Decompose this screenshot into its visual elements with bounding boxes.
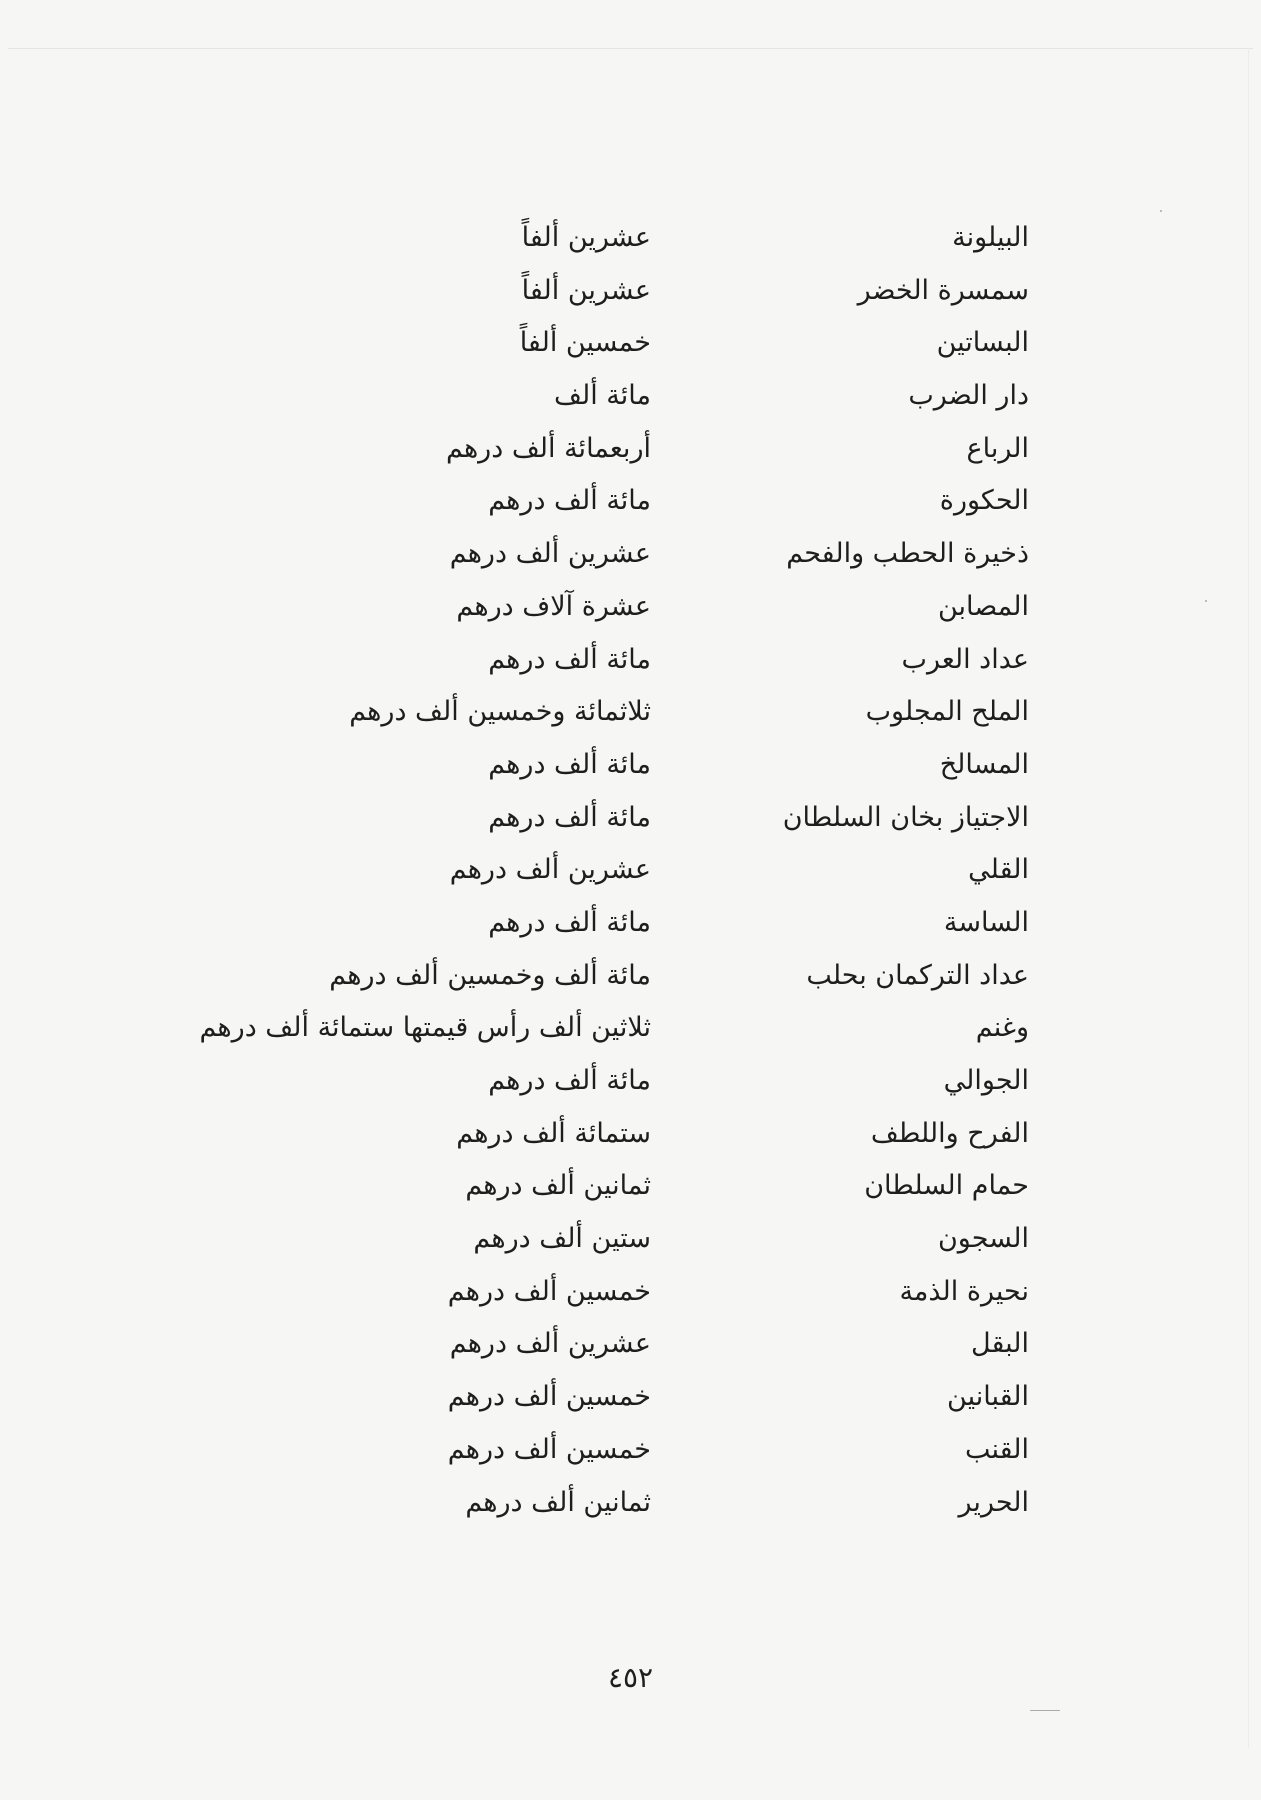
row-item: الحرير (958, 1486, 1029, 1518)
row-item: الساسة (943, 906, 1029, 938)
list-row (0, 1008, 1261, 1061)
row-amount: ثمانين ألف درهم (465, 1170, 651, 1202)
list-row (0, 534, 1261, 587)
list-row (0, 218, 1261, 271)
row-item: الفرح واللطف (870, 1117, 1029, 1149)
row-amount: مائة ألف درهم (488, 485, 651, 517)
list-row (0, 1377, 1261, 1430)
list-row (0, 1061, 1261, 1114)
page-top-edge (8, 48, 1253, 49)
list-row (0, 692, 1261, 745)
row-amount: عشرين ألف درهم (449, 1328, 651, 1360)
row-amount: عشرين ألفاً (521, 274, 651, 306)
row-item: سمسرة الخضر (857, 274, 1029, 306)
list-row (0, 323, 1261, 376)
row-item: عداد التركمان بحلب (806, 959, 1029, 991)
list-row (0, 271, 1261, 324)
row-item: المسالخ (939, 748, 1029, 780)
row-item: البيلونة (952, 222, 1029, 253)
row-item: الرباع (966, 432, 1029, 464)
row-amount: خمسين ألف درهم (447, 1381, 651, 1413)
row-item: الملح المجلوب (865, 696, 1029, 728)
row-amount: عشرين ألف درهم (449, 854, 651, 886)
row-item: القنب (964, 1433, 1029, 1465)
row-amount: مائة ألف درهم (488, 643, 651, 675)
row-item: القلي (968, 854, 1029, 886)
row-amount: خمسين ألفاً (519, 327, 651, 359)
list-row (0, 1272, 1261, 1325)
row-item: نحيرة الذمة (899, 1275, 1029, 1307)
row-amount: عشرة آلاف درهم (456, 590, 651, 622)
row-amount: عشرين ألف درهم (449, 538, 651, 570)
row-item: القبانين (947, 1381, 1029, 1413)
row-amount: ستين ألف درهم (473, 1223, 651, 1255)
row-amount: مائة ألف درهم (488, 748, 651, 780)
list-row (0, 1114, 1261, 1167)
list-row (0, 1430, 1261, 1483)
list-row (0, 850, 1261, 903)
row-item: ذخيرة الحطب والفحم (786, 538, 1029, 570)
row-item: السجون (937, 1223, 1029, 1255)
row-amount: خمسين ألف درهم (447, 1433, 651, 1465)
row-item: وغنم (975, 1012, 1029, 1044)
list-row (0, 903, 1261, 956)
row-amount: عشرين ألفاً (521, 222, 651, 253)
list-row (0, 1166, 1261, 1219)
row-amount: أربعمائة ألف درهم (445, 432, 651, 464)
list-row (0, 376, 1261, 429)
list-row (0, 640, 1261, 693)
row-item: حمام السلطان (864, 1170, 1029, 1202)
row-amount: ثمانين ألف درهم (465, 1486, 651, 1518)
row-amount: مائة ألف درهم (488, 906, 651, 938)
list-row (0, 587, 1261, 640)
row-item: البساتين (936, 327, 1029, 359)
row-amount: ثلاثين ألف رأس قيمتها ستمائة ألف درهم (199, 1012, 651, 1044)
list-row (0, 1219, 1261, 1272)
list-row (0, 798, 1261, 851)
scan-speck (1160, 210, 1162, 212)
revenue-list (0, 218, 1261, 1535)
scan-speck (1205, 600, 1207, 602)
row-item: البقل (971, 1328, 1029, 1360)
list-row (0, 1324, 1261, 1377)
row-item: الجوالي (943, 1065, 1029, 1096)
row-item: دار الضرب (908, 380, 1029, 412)
row-amount: ستمائة ألف درهم (456, 1117, 651, 1149)
list-row (0, 1483, 1261, 1536)
row-amount: خمسين ألف درهم (447, 1275, 651, 1307)
row-amount: مائة ألف وخمسين ألف درهم (329, 959, 651, 991)
row-amount: مائة ألف درهم (488, 801, 651, 833)
row-amount: مائة ألف درهم (488, 1065, 651, 1096)
page-number: ٤٥٢ (607, 1661, 654, 1694)
row-item: الاجتياز بخان السلطان (782, 801, 1029, 833)
row-item: المصابن (937, 590, 1029, 622)
list-row (0, 956, 1261, 1009)
row-amount: ثلاثمائة وخمسين ألف درهم (349, 696, 651, 728)
scan-speck (1030, 1710, 1060, 1711)
row-item: عداد العرب (901, 643, 1029, 675)
list-row (0, 745, 1261, 798)
row-item: الحكورة (939, 485, 1029, 517)
list-row (0, 481, 1261, 534)
list-row (0, 429, 1261, 482)
row-amount: مائة ألف (554, 380, 651, 412)
